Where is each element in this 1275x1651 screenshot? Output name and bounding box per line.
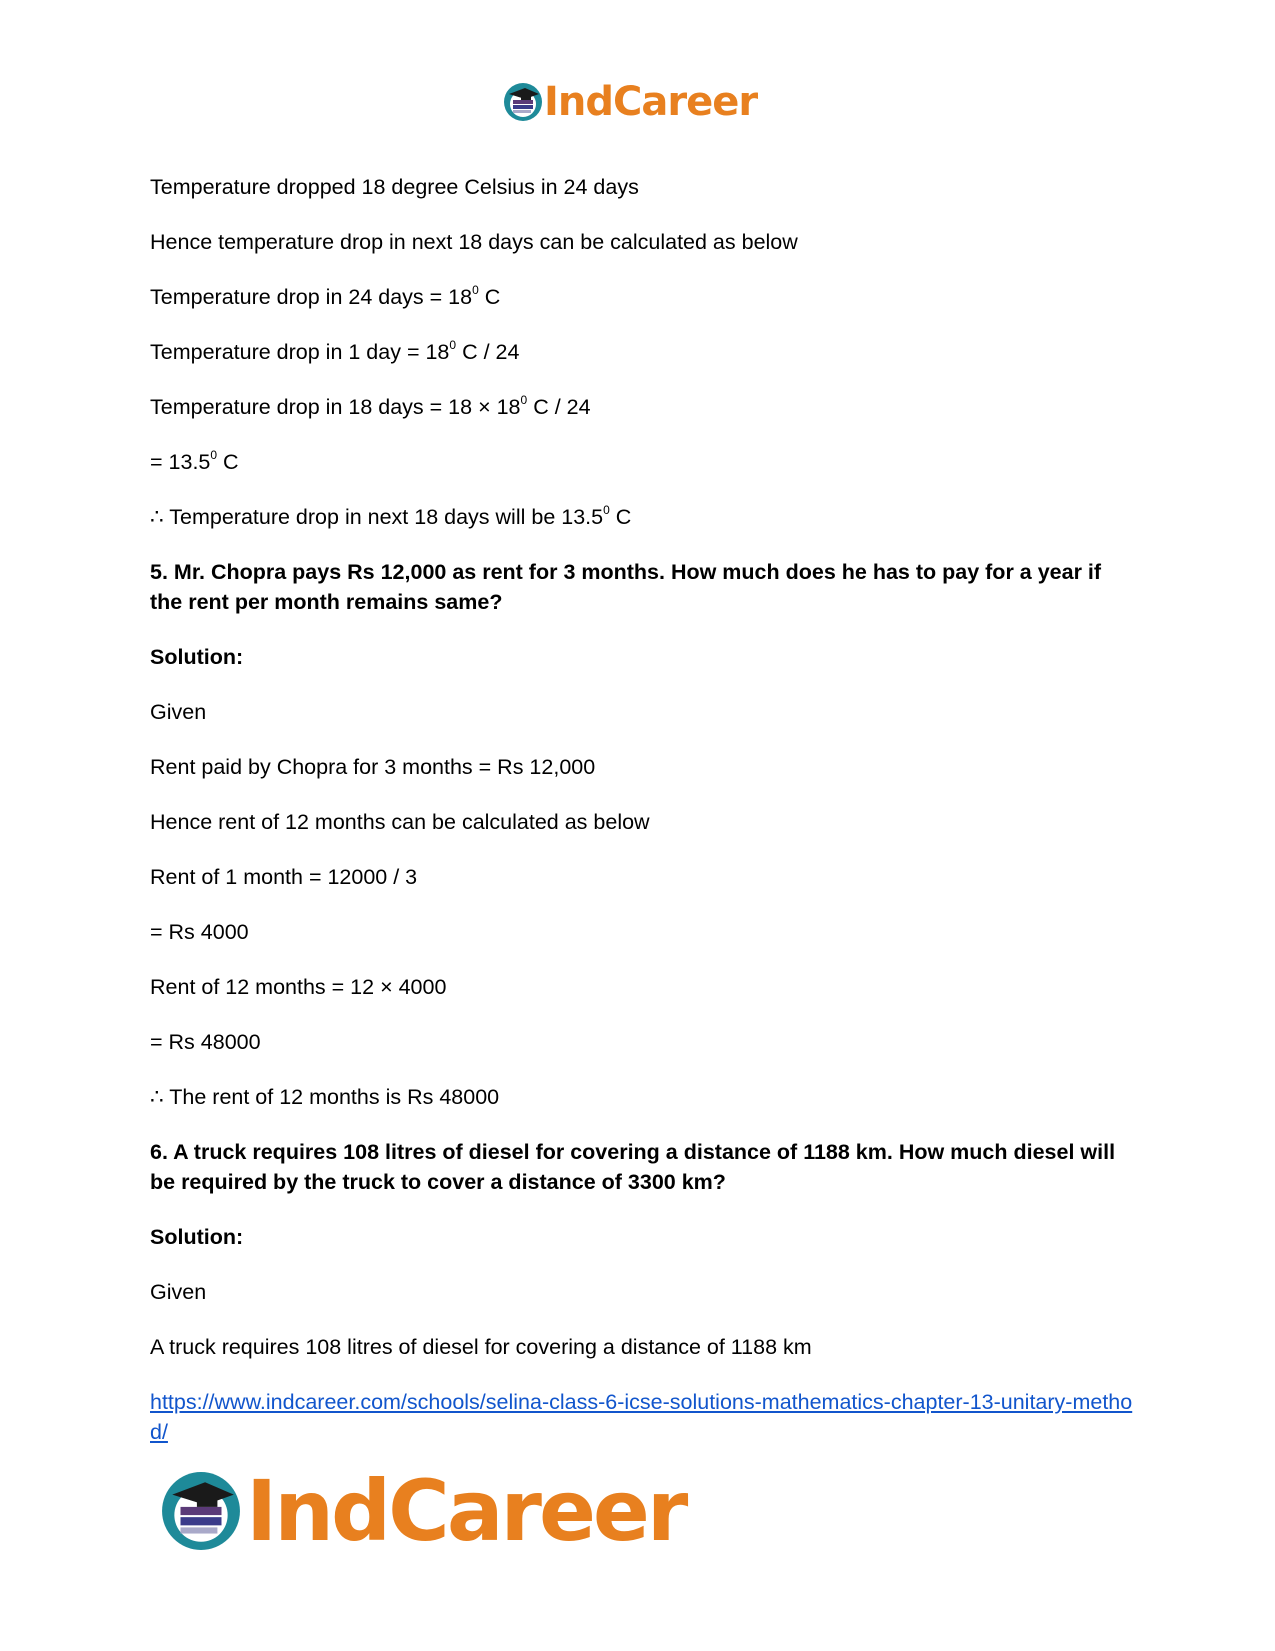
graduation-cap-icon bbox=[503, 82, 543, 122]
logo-wordmark: IndCareer bbox=[246, 1462, 686, 1560]
paragraph: Given bbox=[150, 700, 207, 724]
paragraph: Hence temperature drop in next 18 days can be calculated as below bbox=[150, 230, 798, 254]
header-logo bbox=[503, 78, 757, 126]
paragraph: A truck requires 108 litres of diesel for covering a distance of 1188 km bbox=[150, 1335, 812, 1359]
source-link[interactable]: https://www.indcareer.com/schools/selina-class-6-icse-solutions-mathematics-chapter-13-unitary-method/ bbox=[150, 1390, 1133, 1444]
logo-wordmark: IndCareer bbox=[544, 79, 758, 125]
paragraph: Rent of 1 month = 12000 / 3 bbox=[150, 865, 418, 889]
paragraph: Temperature drop in 24 days = $18^0$ C bbox=[150, 282, 501, 309]
paragraph: Hence rent of 12 months can be calculated as below bbox=[150, 810, 650, 834]
paragraph: Rent of 12 months = 12 × 4000 bbox=[150, 975, 447, 999]
document-body bbox=[150, 172, 1135, 1472]
conclusion: ∴ Temperature drop in next 18 days will be 13.5$^0$ C bbox=[150, 502, 632, 529]
paragraph: Temperature drop in 18 days = $18 \times 18^0$ C / 24 bbox=[150, 392, 591, 419]
paragraph: Rent paid by Chopra for 3 months = Rs 12,000 bbox=[150, 755, 596, 779]
paragraph: = Rs 48000 bbox=[150, 1030, 261, 1054]
graduation-cap-icon bbox=[160, 1470, 242, 1552]
conclusion: ∴ The rent of 12 months is Rs 48000 bbox=[150, 1085, 500, 1109]
source-link-paragraph bbox=[150, 1387, 1135, 1447]
paragraph: Temperature drop in 1 day = $18^0$ C / 24 bbox=[150, 337, 520, 364]
footer-logo bbox=[160, 1462, 686, 1560]
solution-heading: Solution: bbox=[150, 645, 244, 669]
paragraph: = Rs 4000 bbox=[150, 920, 249, 944]
solution-heading: Solution: bbox=[150, 1225, 244, 1249]
question-6: 6. A truck requires 108 litres of diesel for covering a distance of 1188 km. How much diesel will be required by the truck to cover a distance of 3300 km? bbox=[150, 1140, 1116, 1194]
paragraph: Given bbox=[150, 1280, 207, 1304]
paragraph: Temperature dropped 18 degree Celsius in 24 days bbox=[150, 175, 639, 199]
paragraph: = $13.5^0$ C bbox=[150, 447, 239, 474]
question-5: 5. Mr. Chopra pays Rs 12,000 as rent for 3 months. How much does he has to pay for a year if the rent per month remains same? bbox=[150, 560, 1102, 614]
